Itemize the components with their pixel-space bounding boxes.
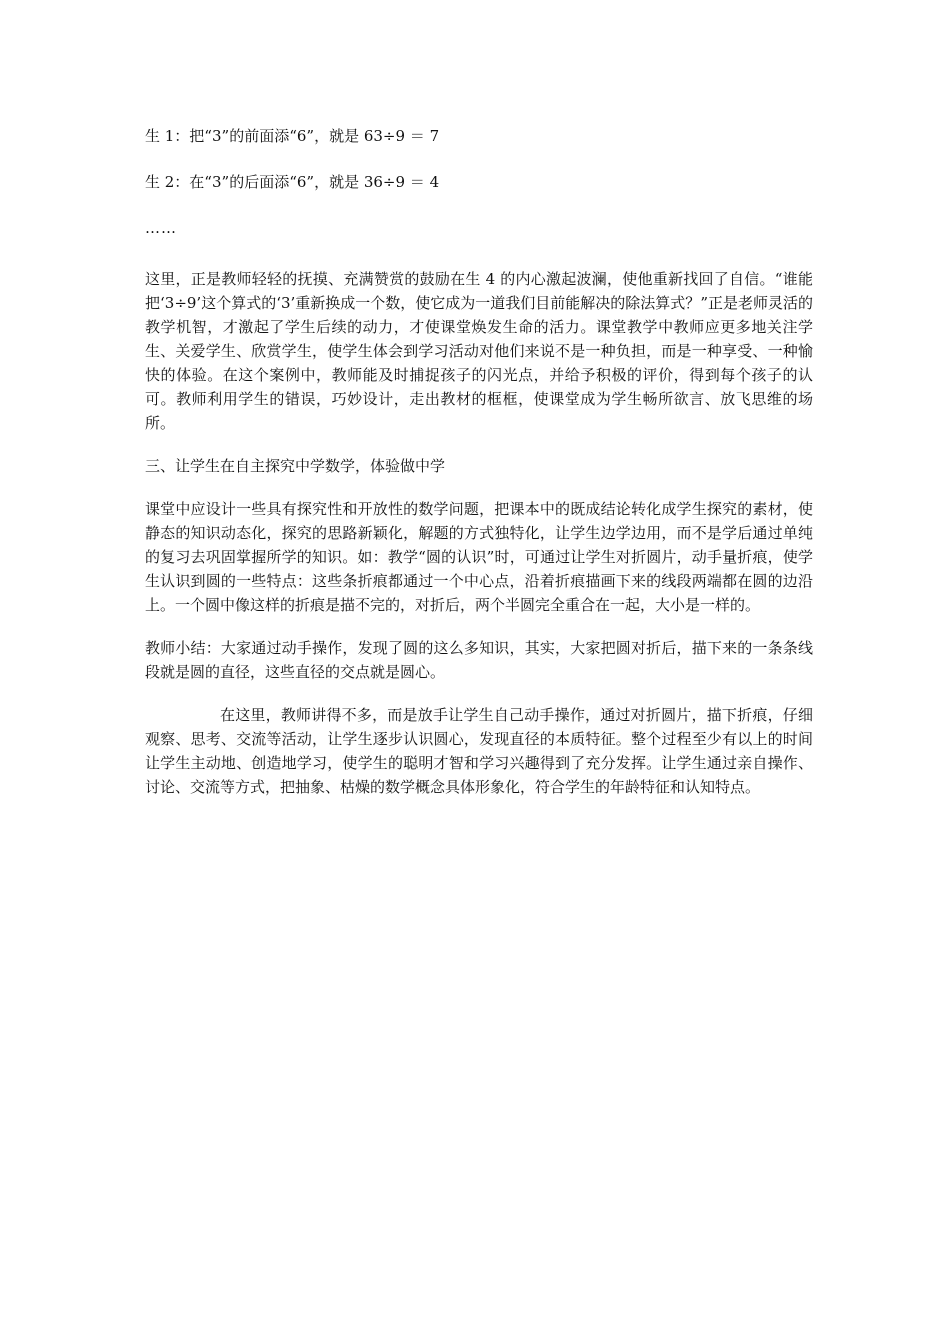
student1-answer: 生 1：把“3”的前面添“6”，就是 63÷9 ＝ 7 <box>145 127 440 145</box>
reflection-paragraph: 这里，正是教师轻轻的抚摸、充满赞赏的鼓励在生 4 的内心激起波澜，使他重新找回了自信。“谁能把‘3÷9’这个算式的‘3’重新换成一个数，使它成为一道我们目前能解决的除法算式？”正是老师灵活的教学机智，才激起了学生后续的动力，才使课堂焕发生命的活力。课堂教学中教师应更多地关注学生、关爱学生、欣赏学生，使学生体会到学习活动对他们来说不是一种负担，而是一种享受、一种愉快的体验。在这个案例中，教师能及时捕捉孩子的闪光点，并给予积极的评价，得到每个孩子的认可。教师利用学生的错误，巧妙设计，走出教材的框框，使课堂成为学生畅所欲言、放飞思维的场所。 <box>145 270 813 432</box>
analysis-paragraph: 在这里，教师讲得不多，而是放手让学生自己动手操作，通过对折圆片，描下折痕，仔细观察、思考、交流等活动，让学生逐步认识圆心，发现直径的本质特征。整个过程至少有以上的时间让学生主动地、创造地学习，使学生的聪明才智和学习兴趣得到了充分发挥。让学生通过亲自操作、讨论、交流等方式，把抽象、枯燥的数学概念具体形象化，符合学生的年龄特征和认知特点。 <box>145 706 813 796</box>
section-heading: 三、让学生在自主探究中学数学，体验做中学 <box>145 457 446 475</box>
design-paragraph: 课堂中应设计一些具有探究性和开放性的数学问题，把课本中的既成结论转化成学生探究的素材，使静态的知识动态化，探究的思路新颖化，解题的方式独特化，让学生边学边用，而不是学后通过单纯的复习去巩固掌握所学的知识。如：教学“圆的认识”时，可通过让学生对折圆片，动手量折痕，使学生认识到圆的一些特点：这些条折痕都通过一个中心点，沿着折痕描画下来的线段两端都在圆的边沿上。一个圆中像这样的折痕是描不完的，对折后，两个半圆完全重合在一起，大小是一样的。 <box>145 500 813 614</box>
student2-answer: 生 2：在“3”的后面添“6”，就是 36÷9 ＝ 4 <box>145 173 440 191</box>
document-page <box>145 124 813 818</box>
teacher-summary-paragraph: 教师小结：大家通过动手操作，发现了圆的这么多知识，其实，大家把圆对折后，描下来的一条条线段就是圆的直径，这些直径的交点就是圆心。 <box>145 639 813 681</box>
ellipsis: …… <box>145 219 177 237</box>
